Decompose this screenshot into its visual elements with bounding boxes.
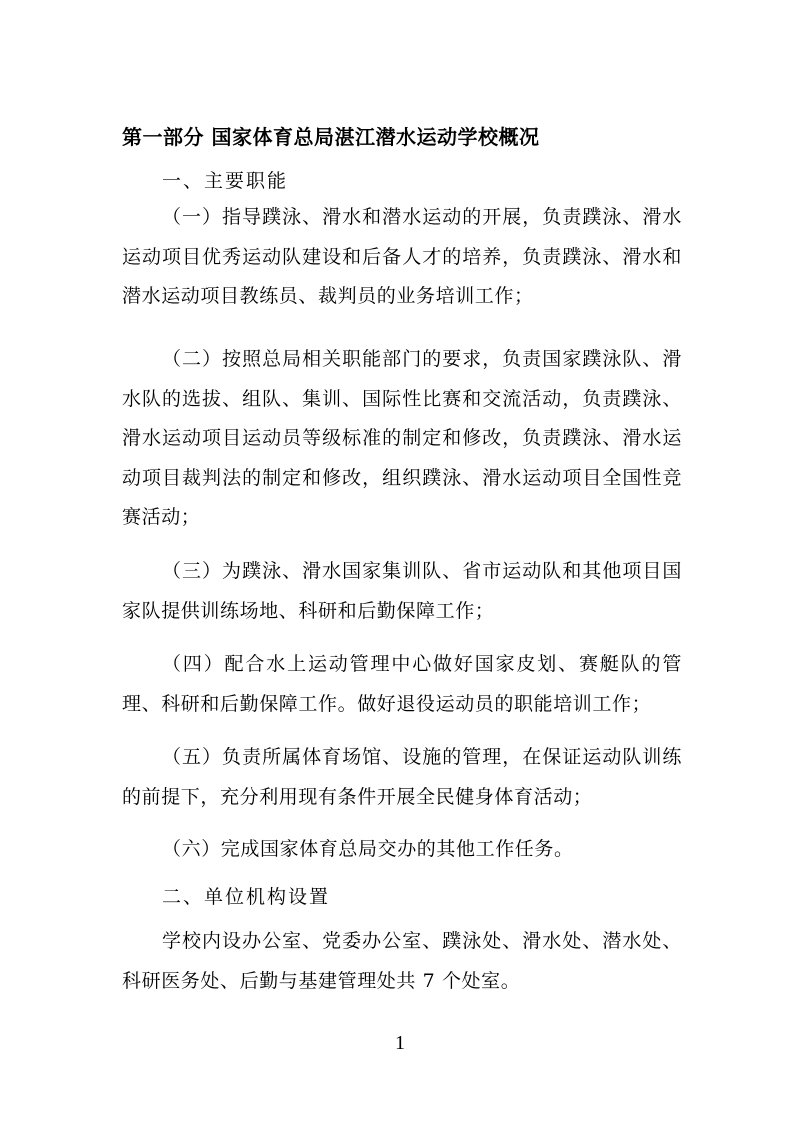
paragraph-organization: 学校内设办公室、党委办公室、蹼泳处、滑水处、潜水处、科研医务处、后勤与基建管理处共 7 个处室。 (122, 930, 682, 992)
document-title: 第一部分 国家体育总局湛江潜水运动学校概况 (122, 125, 540, 149)
section-heading-main-functions: 一、主要职能 (162, 170, 289, 192)
paragraph-function-1: （一）指导蹼泳、滑水和潜水运动的开展，负责蹼泳、滑水运动项目优秀运动队建设和后备人才的培养，负责蹼泳、滑水和潜水运动项目教练员、裁判员的业务培训工作； (122, 206, 682, 307)
page-number: 1 (395, 1032, 405, 1054)
paragraph-function-2: （二）按照总局相关职能部门的要求，负责国家蹼泳队、滑水队的选拔、组队、集训、国际性比赛和交流活动，负责蹼泳、滑水运动项目运动员等级标准的制定和修改，负责蹼泳、滑水运动项目裁判法的制定和修改，组织蹼泳、滑水运动项目全国性竞赛活动； (122, 348, 682, 528)
paragraph-function-6: （六）完成国家体育总局交办的其他工作任务。 (162, 838, 574, 860)
paragraph-function-4: （四）配合水上运动管理中心做好国家皮划、赛艇队的管理、科研和后勤保障工作。做好退役运动员的职能培训工作； (122, 653, 682, 715)
paragraph-function-3: （三）为蹼泳、滑水国家集训队、省市运动队和其他项目国家队提供训练场地、科研和后勤保障工作； (122, 560, 682, 622)
paragraph-function-5: （五）负责所属体育场馆、设施的管理，在保证运动队训练的前提下，充分利用现有条件开展全民健身体育活动； (122, 746, 682, 808)
section-heading-organization: 二、单位机构设置 (162, 886, 331, 908)
